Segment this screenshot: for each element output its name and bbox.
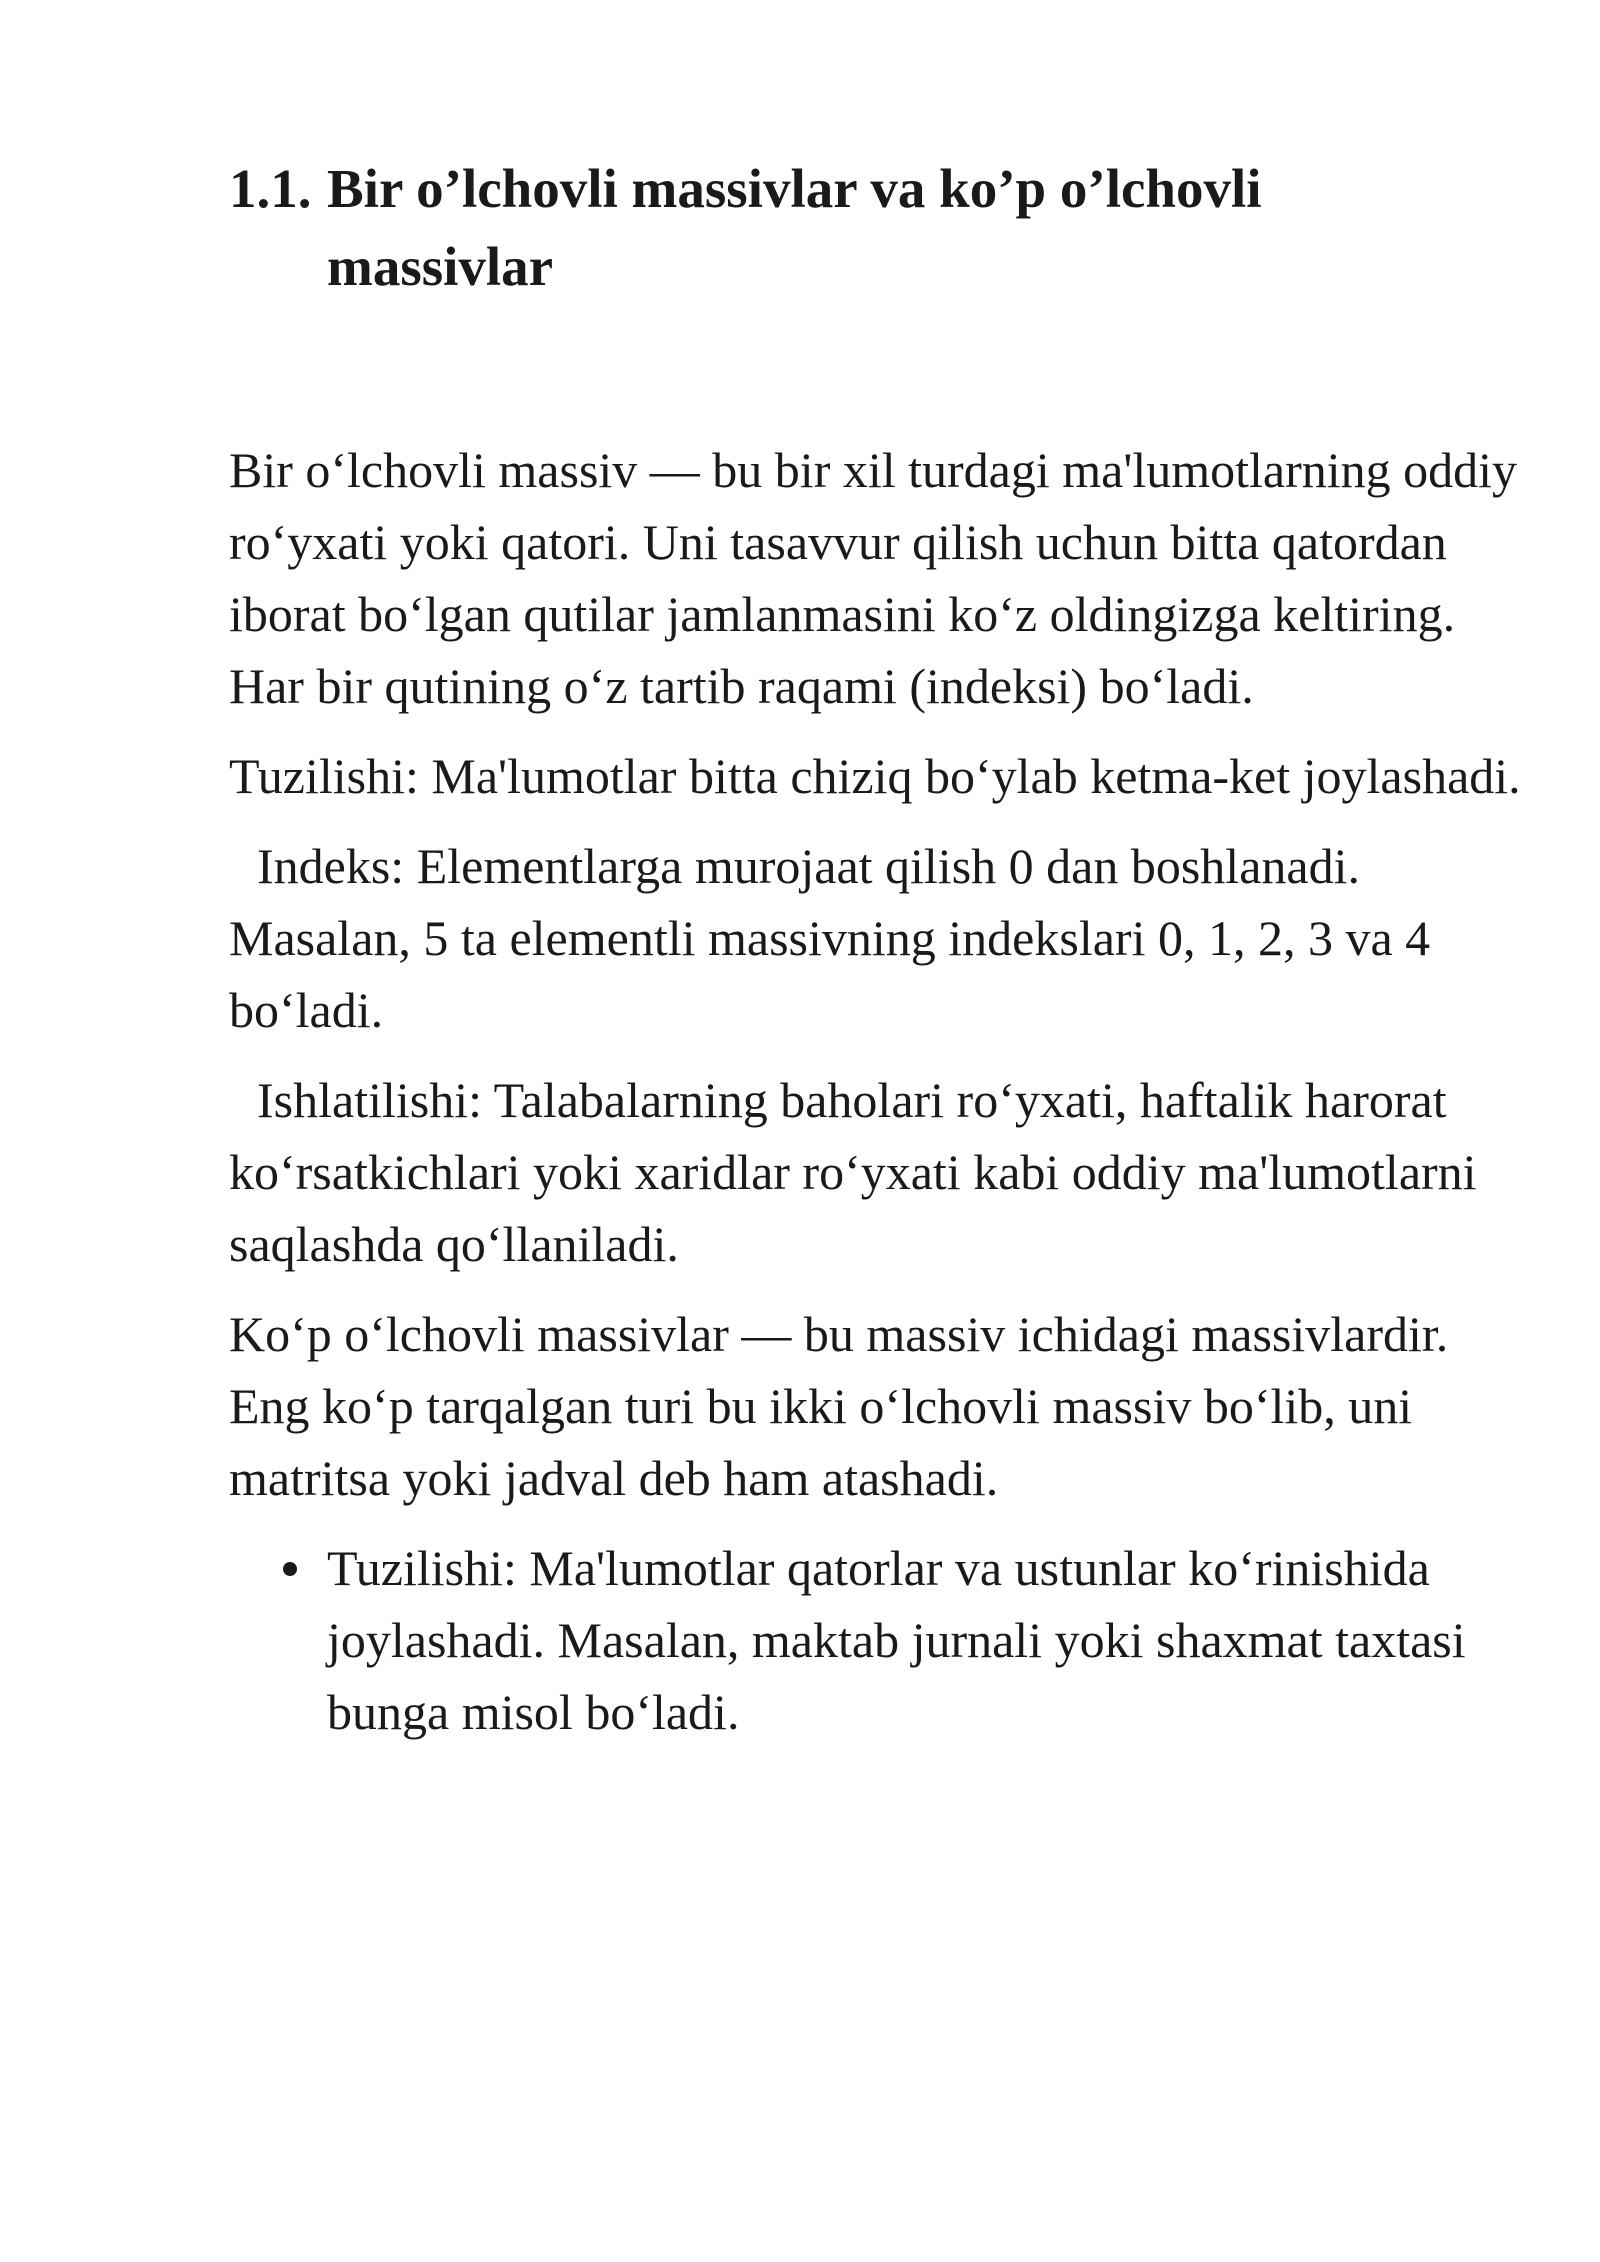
section-heading [229, 150, 1529, 306]
paragraph-one-dimensional-definition: Bir o‘lchovli massiv — bu bir xil turdagi ma'lumotlarning oddiy ro‘yxati yoki qatori. Uni tasavvur qilish uchun bitta qatordan iborat bo‘lgan qutilar jamlanmasini ko‘z oldingizga keltiring. Har bir qutining o‘z tartib raqami (indeksi) bo‘ladi. [229, 442, 1518, 714]
paragraph-index: Indeks: Elementlarga murojaat qilish 0 dan boshlanadi. Masalan, 5 ta elementli massivning indekslari 0, 1, 2, 3 va 4 bo‘ladi. [229, 838, 1431, 1038]
bullet-text: Tuzilishi: Ma'lumotlar qatorlar va ustunlar ko‘rinishida joylashadi. Masalan, maktab jurnali yoki shaxmat taxtasi bunga misol bo‘ladi. [327, 1540, 1466, 1740]
list-item [229, 1532, 1529, 1748]
paragraph-usage: Ishlatilishi: Talabalarning baholari ro‘yxati, haftalik harorat ko‘rsatkichlari yoki xaridlar ro‘yxati kabi oddiy ma'lumotlarni saqlashda qo‘llaniladi. [229, 1072, 1477, 1272]
bullet-dot-icon [283, 1562, 297, 1576]
bullet-list [229, 1532, 1529, 1748]
section-title: Bir o’lchovli massivlar va ko’p o’lchovli massivlar [327, 158, 1262, 297]
document-page [229, 150, 1529, 1748]
section-number: 1.1. [229, 158, 312, 219]
paragraph-multi-dimensional-definition: Ko‘p o‘lchovli massivlar — bu massiv ichidagi massivlardir. Eng ko‘p tarqalgan turi bu ikki o‘lchovli massiv bo‘lib, uni matritsa yoki jadval deb ham atashadi. [229, 1306, 1449, 1506]
bullet-marker [229, 1532, 327, 1604]
paragraph-structure: Tuzilishi: Ma'lumotlar bitta chiziq bo‘ylab ketma-ket joylashadi. [229, 748, 1521, 804]
